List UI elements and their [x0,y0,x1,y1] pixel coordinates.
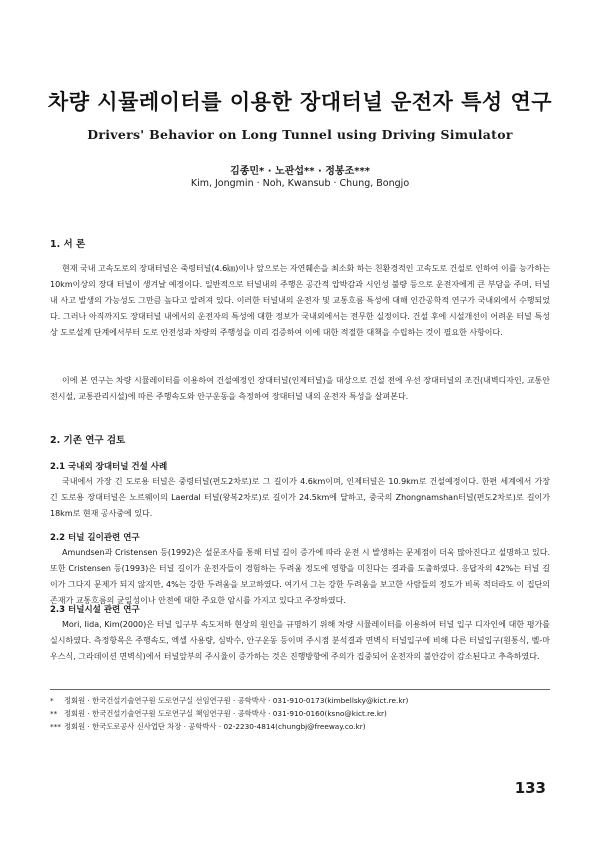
footnote-1-text: 정회원 · 한국건설기술연구원 도로연구실 선임연구원 · 공학박사 · 031-910-0173(kimbellsky@kict.re.kr) [64,696,409,705]
footnote-1-marker: * [50,696,54,705]
paper-subtitle: Drivers' Behavior on Long Tunnel using Driving Simulator [87,127,513,142]
section-2-2-paragraph: Amundsen과 Cristensen 등(1992)은 설문조사를 통해 터널 길이 증가에 따라 운전 시 발생하는 문제점이 더욱 많아진다고 설명하고 있다. 또한 Cristensen 등(1993)은 터널 길이가 운전자들이 경험하는 두려움 정도에 영향을 미친다는 결과를 도출하였다. 응답자의 42%는 터널 길이가 그다지 문제가 되지 않지만, 4%는 강한 두려움을 보고하였다. 여기서 그는 강한 두려움을 보고한 사람들의 정도가 비록 적더라도 이 집단의 존재가 교통흐름의 균일성이나 안전에 대한 주요한 암시를 가지고 있다고 주장하였다. [50,548,550,605]
section-1-paragraph-2: 이에 본 연구는 차량 시뮬레이터를 이용하여 건설예정인 장대터널(인제터널)을 대상으로 건설 전에 우선 장대터널의 조건(내벽디자인, 교통안전시설, 교통관리시설)에 따른 주행속도와 안구운동을 측정하여 장대터널 내의 운전자 특성을 살펴본다. [50,376,550,401]
section-2-3-heading: 2.3 터널시설 관련 연구 [50,605,140,615]
section-2-2-heading: 2.2 터널 길이관련 연구 [50,533,140,543]
footnote-3-marker: *** [50,722,61,731]
section-2-1-heading: 2.1 국내외 장대터널 건설 사례 [50,462,168,472]
section-1-paragraph-1: 현재 국내 고속도로의 장대터널은 죽령터널(4.6㎞)이나 앞으로는 자연훼손을 최소화 하는 친환경적인 고속도로 건설로 인하여 이를 능가하는 10km이상의 장대 터널이 생겨날 예정이다. 일반적으로 터널내의 주행은 공간적 압박감과 시인성 불량 등으로 운전자에게 큰 부담을 주며, 터널 내 사고 발생의 가능성도 그만큼 높다고 알려져 있다. 이러한 터널내의 운전자 및 교통흐름 특성에 대해 인간공학적 연구가 국내외에서 수행되었다. 그러나 아직까지도 장대터널 내에서의 운전자의 특성에 대한 정보가 국내외에서는 전무한 실정이다. 건설 후에 시설개선이 어려운 터널 특성상 도로설계 단계에서부터 도로 안전성과 차량의 주행성을 미리 검증하여 이에 대한 적절한 대책을 수립하는 것이 필요한 사항이다. [50,264,550,337]
footnote-divider [50,689,550,690]
section-2-1-paragraph: 국내에서 가장 긴 도로용 터널은 중령터널(편도2차로)로 그 길이가 4.6km이며, 인제터널은 10.9km로 건설예정이다. 한편 세계에서 가장 긴 도로용 장대터널은 노르웨이의 Laerdal 터널(왕복2차로)로 길이가 24.5km에 달하고, 중국의 Zhongnamshan터널(편도2차로)로 길이가 18km로 현재 공사중에 있다. [50,477,550,518]
footnote-1 [50,694,408,707]
paper-title: 차량 시뮬레이터를 이용한 장대터널 운전자 특성 연구 [47,90,553,114]
authors-english: Kim, Jongmin · Noh, Kwansub · Chung, Bongjo [190,178,410,189]
page-number: 133 [514,779,546,797]
footnote-2-marker: ** [50,709,58,718]
section-2-heading: 2. 기존 연구 검토 [50,435,126,446]
footnote-2-text: 정회원 · 한국건설기술연구원 도로연구실 책임연구원 · 공학박사 · 031-910-0160(ksno@kict.re.kr) [64,709,387,718]
section-2-3-paragraph: Mori, Iida, Kim(2000)은 터널 입구부 속도저하 현상의 원인을 규명하기 위해 차량 시뮬레이터를 이용하여 터널 입구 디자인에 대한 평가를 실시하였다. 측정항목은 주행속도, 엑셀 사용량, 심박수, 안구운동 등이며 주시점 분석결과 면벽식 터널입구에 비해 다른 터널입구(원통식, 벨-마우스식, 그라데이션 면벽식)에서 터널앞부의 주시율이 증가하는 것은 진행방향에 주의가 집중되어 운전자의 불안감이 감소된다고 추측하였다. [50,620,550,661]
footnote-3 [50,720,366,733]
authors-korean: 김종민* · 노관섭** · 정봉조*** [230,166,370,177]
footnote-3-text: 정회원 · 한국도로공사 신사업단 차장 · 공학박사 · 02-2230-4814(chungbj@freeway.co.kr) [64,722,366,731]
section-1-heading: 1. 서 론 [50,239,86,250]
footnote-2 [50,707,387,720]
